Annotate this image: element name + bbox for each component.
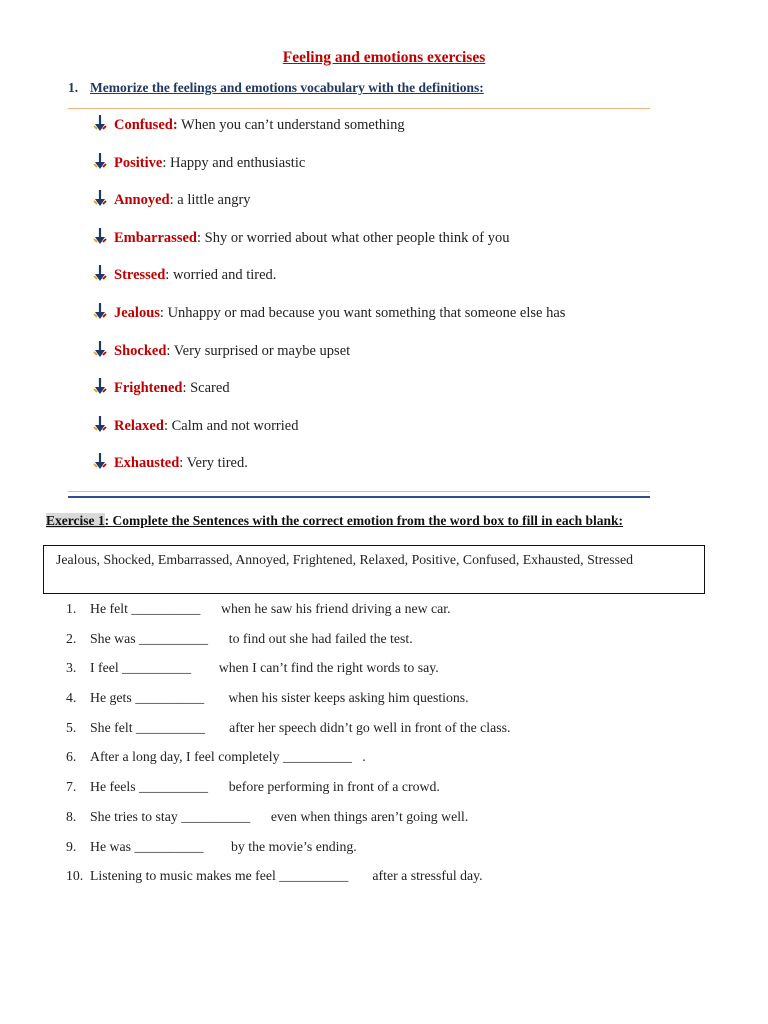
down-arrow-bullet-icon [92,377,108,397]
down-arrow-bullet-icon [92,114,108,134]
vocabulary-term: Relaxed [114,417,164,434]
sentence-number: 1. [66,601,77,616]
vocabulary-list [92,113,565,489]
sentence-number: 3. [66,660,77,676]
exercise-1-instruction: : Complete the Sentences with the correct emotion from the word box to fill in each blank: [104,513,624,528]
down-arrow-bullet-icon [92,264,108,284]
vocabulary-term: Stressed [114,267,166,284]
vocabulary-term: Exhausted [114,455,180,472]
sentence-number: 8. [66,808,77,824]
sentence-number: 5. [66,719,77,735]
vocabulary-item [92,226,565,264]
sentence-item [66,687,510,717]
vocabulary-term: Confused: [114,117,178,133]
exercise-1-heading [46,513,623,529]
vocabulary-item [92,263,565,301]
vocabulary-definition: : Shy or worried about what other people think of you [196,229,510,246]
vocabulary-definition: : Scared [182,380,230,397]
vocabulary-definition: : Calm and not worried [163,417,299,434]
sentence-text: He felt __________ when he saw his friend driving a new car. [90,601,451,616]
section-1-number: 1. [68,80,79,95]
sentence-text: She was __________ to find out she had failed the test. [90,630,413,646]
sentence-item [66,776,510,806]
sentence-item [66,806,510,836]
bottom-divider-orange [68,491,650,492]
sentence-item [66,598,510,628]
sentence-number: 7. [66,779,77,795]
vocabulary-term: Embarrassed [114,229,197,246]
sentence-text: After a long day, I feel completely __________ . [90,749,366,765]
sentence-text: She tries to stay __________ even when things aren’t going well. [90,808,469,824]
sentence-text: I feel __________ when I can’t find the right words to say. [90,660,439,676]
vocabulary-term: Frightened [114,380,183,397]
sentence-number: 9. [66,838,77,854]
down-arrow-bullet-icon [92,452,108,472]
sentence-number: 10. [66,868,84,884]
vocabulary-term: Positive [114,154,163,171]
sentence-text: She felt __________ after her speech didn’t go well in front of the class. [90,719,511,735]
sentence-number: 6. [66,749,77,765]
vocabulary-item [92,151,565,189]
vocabulary-item [92,414,565,452]
sentence-list [66,598,510,895]
vocabulary-term: Jealous [114,304,160,321]
sentence-number: 2. [66,630,77,646]
down-arrow-bullet-icon [92,227,108,247]
down-arrow-bullet-icon [92,340,108,360]
page-title: Feeling and emotions exercises [282,49,486,66]
sentence-number: 4. [66,690,77,706]
vocabulary-definition: : Very tired. [179,455,248,472]
sentence-text: He gets __________ when his sister keeps asking him questions. [90,690,469,706]
down-arrow-bullet-icon [92,415,108,435]
vocabulary-definition: : worried and tired. [165,267,277,284]
word-box: Jealous, Shocked, Embarrassed, Annoyed, Frightened, Relaxed, Positive, Confused, Exhausted, Stressed [43,545,705,594]
bottom-divider-blue [68,496,650,498]
sentence-item [66,657,510,687]
sentence-text: He feels __________ before performing in front of a crowd. [90,779,440,795]
top-divider [68,108,650,109]
sentence-text: He was __________ by the movie’s ending. [90,838,357,854]
exercise-1-label: Exercise 1 [46,513,105,528]
down-arrow-bullet-icon [92,189,108,209]
sentence-text: Listening to music makes me feel __________ after a stressful day. [90,868,483,884]
vocabulary-item [92,113,565,151]
vocabulary-item [92,301,565,339]
sentence-item [66,717,510,747]
section-1-heading-text: Memorize the feelings and emotions vocabulary with the definitions: [90,80,484,95]
sentence-item [66,836,510,866]
section-1-heading [68,80,484,96]
vocabulary-item [92,188,565,226]
vocabulary-definition: : a little angry [169,192,251,209]
down-arrow-bullet-icon [92,302,108,322]
sentence-item [66,628,510,658]
vocabulary-term: Shocked [114,342,167,359]
vocabulary-definition: : Unhappy or mad because you want something that someone else has [159,304,566,321]
vocabulary-item [92,339,565,377]
sentence-item [66,746,510,776]
vocabulary-item [92,451,565,489]
sentence-item [66,865,510,895]
vocabulary-definition: : Happy and enthusiastic [162,154,306,171]
down-arrow-bullet-icon [92,152,108,172]
vocabulary-definition: When you can’t understand something [177,117,405,133]
vocabulary-item [92,376,565,414]
vocabulary-term: Annoyed [114,192,170,209]
vocabulary-definition: : Very surprised or maybe upset [166,342,351,359]
